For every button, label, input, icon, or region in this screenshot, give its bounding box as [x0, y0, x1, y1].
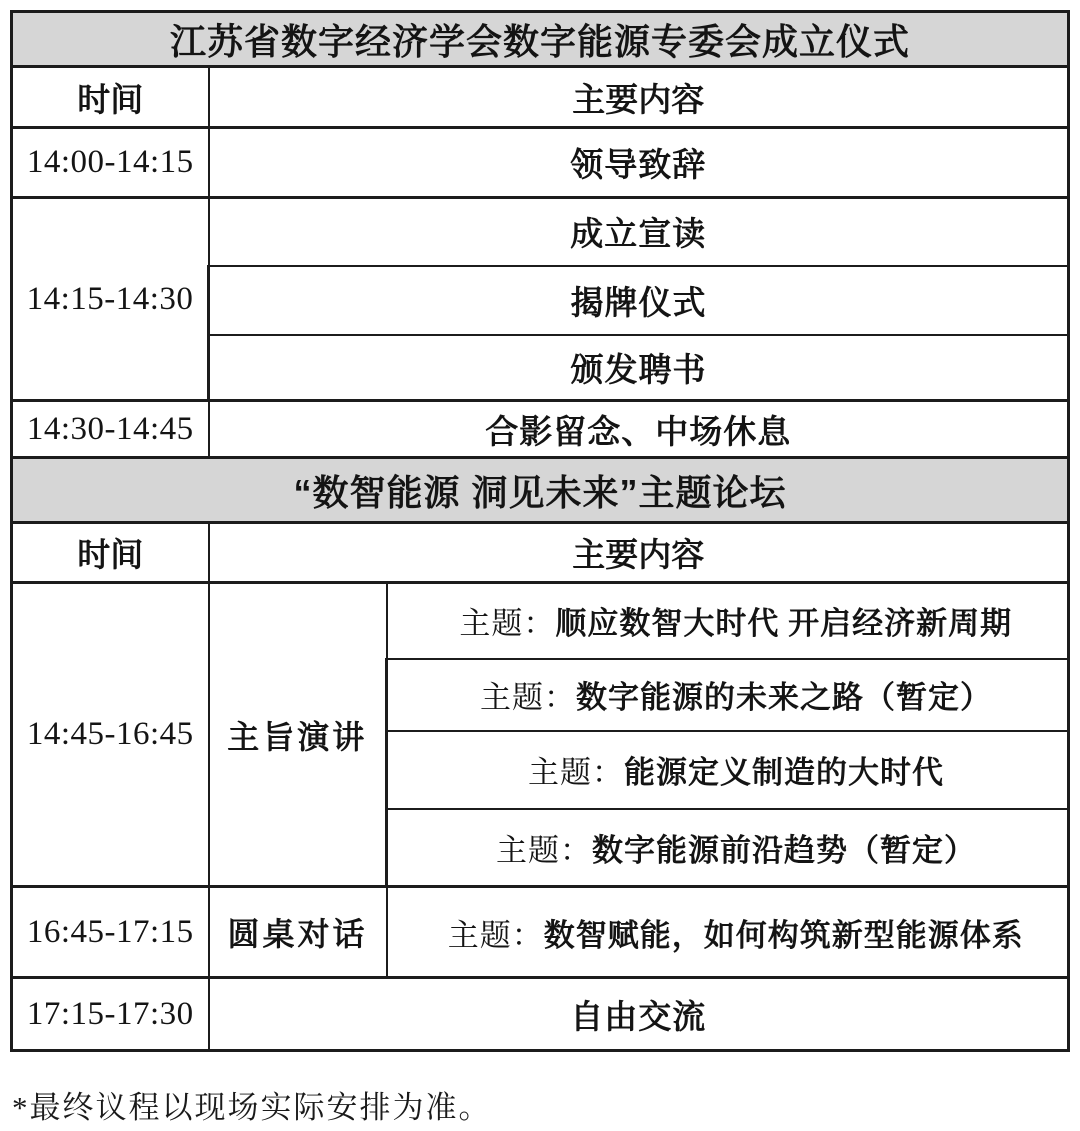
topic-title: 数字能源前沿趋势（暂定）	[592, 832, 976, 868]
time-cell: 16:45-17:15	[12, 887, 209, 978]
section2-title-row	[12, 458, 1069, 523]
table-row	[12, 887, 1069, 978]
agenda-table-container	[10, 10, 1070, 1052]
section2-content-header: 主要内容	[209, 523, 1069, 583]
topic-label: 主题：	[447, 917, 544, 953]
content-cell: 领导致辞	[209, 128, 1069, 198]
topic-cell	[387, 887, 1069, 978]
topic-label: 主题：	[459, 606, 556, 642]
speaker-cell: 主旨演讲	[209, 583, 387, 887]
content-cell: 揭牌仪式	[209, 266, 1069, 335]
content-cell: 颁发聘书	[209, 335, 1069, 401]
topic-label: 主题：	[528, 755, 624, 790]
time-cell: 14:30-14:45	[12, 401, 209, 458]
topic-cell	[387, 659, 1069, 731]
table-row	[12, 128, 1069, 198]
content-cell: 成立宣读	[209, 198, 1069, 266]
topic-title: 能源定义制造的大时代	[624, 755, 944, 790]
topic-cell	[387, 809, 1069, 887]
speaker-cell: 圆桌对话	[209, 887, 387, 978]
agenda-table	[10, 10, 1070, 1052]
section1-title-row	[12, 12, 1069, 67]
section1-content-header: 主要内容	[209, 67, 1069, 128]
table-row	[12, 198, 1069, 266]
agenda-footnote: *最终议程以现场实际安排为准。	[12, 1090, 492, 1125]
table-row	[12, 583, 1069, 659]
topic-title: 顺应数智大时代 开启经济新周期	[555, 606, 1013, 642]
section1-title: 江苏省数字经济学会数字能源专委会成立仪式	[12, 12, 1069, 67]
table-row	[12, 978, 1069, 1051]
time-cell: 17:15-17:30	[12, 978, 209, 1051]
time-cell: 14:45-16:45	[12, 583, 209, 887]
table-row	[12, 401, 1069, 458]
topic-cell	[387, 583, 1069, 659]
time-cell: 14:00-14:15	[12, 128, 209, 198]
topic-label: 主题：	[496, 832, 592, 868]
section2-header-row	[12, 523, 1069, 583]
section1-time-header: 时间	[12, 67, 209, 128]
content-cell: 合影留念、中场休息	[209, 401, 1069, 458]
topic-title: 数智赋能，如何构筑新型能源体系	[543, 917, 1024, 953]
content-cell: 自由交流	[209, 978, 1069, 1051]
topic-title: 数字能源的未来之路（暂定）	[576, 680, 992, 715]
section2-time-header: 时间	[12, 523, 209, 583]
topic-cell	[387, 731, 1069, 809]
time-cell: 14:15-14:30	[12, 198, 209, 401]
section2-title: “数智能源 洞见未来”主题论坛	[12, 458, 1069, 523]
topic-label: 主题：	[480, 680, 576, 715]
section1-header-row	[12, 67, 1069, 128]
